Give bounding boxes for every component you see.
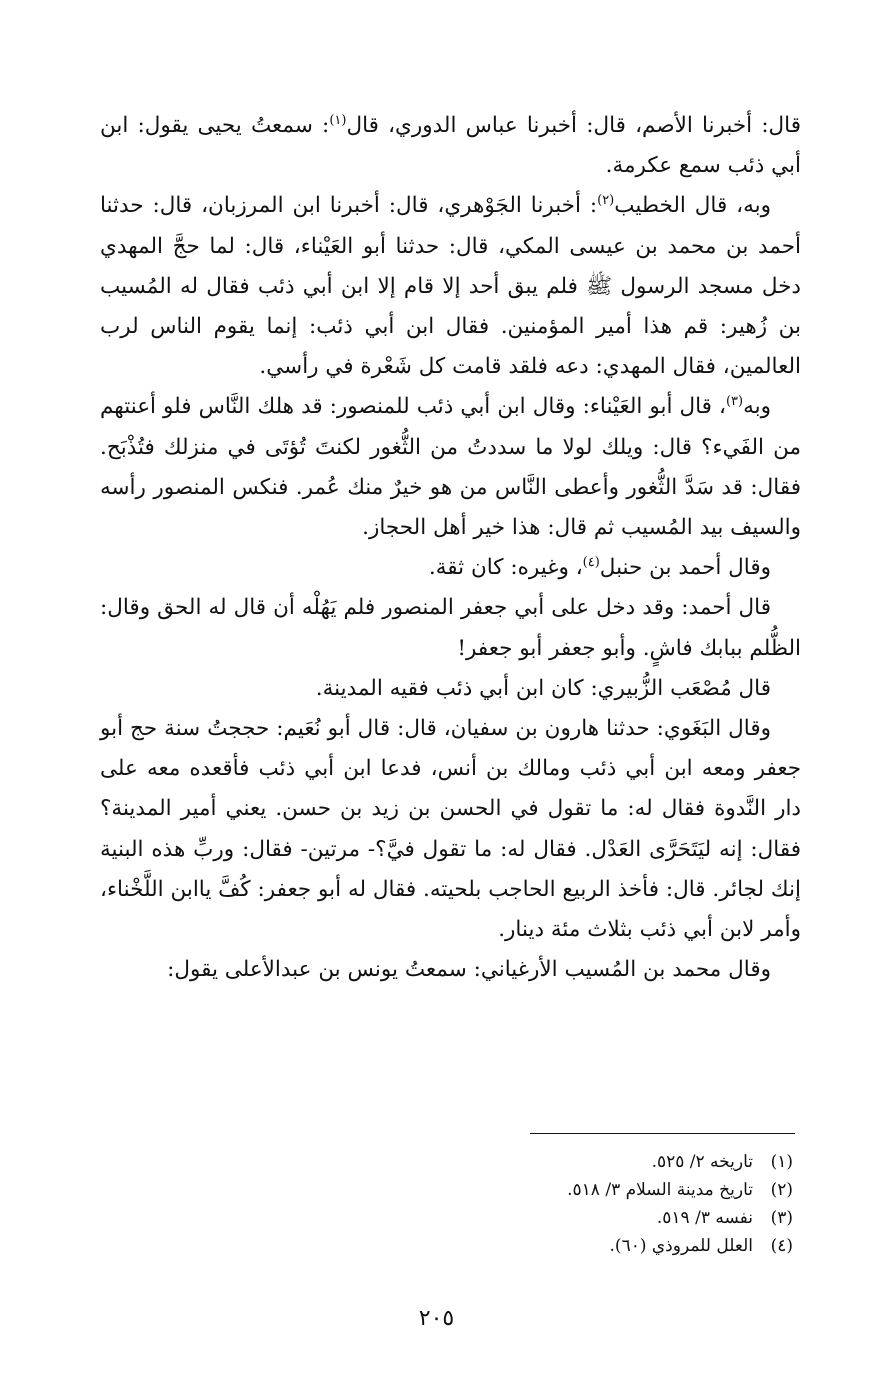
footnote-number: (٤) bbox=[770, 1236, 793, 1256]
footnote-number: (٣) bbox=[770, 1208, 793, 1228]
footnote-text: نفسه ٣/ ٥١٩. bbox=[656, 1208, 753, 1228]
footnote-marker: (١) bbox=[329, 112, 347, 128]
footnote bbox=[93, 1148, 793, 1176]
paragraph bbox=[100, 186, 801, 387]
footnote-text: العلل للمروذي (٦٠). bbox=[609, 1236, 753, 1256]
paragraph bbox=[100, 106, 801, 186]
paragraph bbox=[100, 669, 801, 709]
footnote bbox=[93, 1176, 793, 1204]
text-run: قال مُصْعَب الزُّبيري: كان ابن أبي ذئب فقيه المدينة. bbox=[315, 675, 771, 701]
footnote-text: تاريخ مدينة السلام ٣/ ٥١٨. bbox=[567, 1180, 753, 1200]
footnote bbox=[93, 1232, 793, 1260]
text-run: ، وغيره: كان ثقة. bbox=[428, 555, 583, 581]
text-run: قال: أخبرنا الأصم، قال: أخبرنا عباس الدوري، قال bbox=[346, 113, 802, 138]
text-run: وبه bbox=[743, 394, 771, 420]
footnote-number: (١) bbox=[770, 1152, 793, 1172]
footnote bbox=[93, 1204, 793, 1232]
paragraph bbox=[100, 387, 801, 548]
text-run: قال أحمد: وقد دخل على أبي جعفر المنصور فلم يَهُلْه أن قال له الحق وقال: الظُّلم ببابك فاشٍ. وأبو جعفر أبو جعفر! bbox=[100, 595, 801, 661]
text-run: وقال أحمد بن حنبل bbox=[599, 555, 771, 581]
footnote-marker: (٤) bbox=[582, 555, 600, 571]
footnote-marker: (٢) bbox=[597, 193, 615, 209]
paragraph bbox=[100, 950, 801, 990]
main-text bbox=[100, 106, 801, 990]
footnote-separator bbox=[530, 1133, 795, 1134]
text-run: : سمعتُ يحيى يقول: ابن أبي ذئب سمع عكرمة. bbox=[100, 113, 801, 179]
text-run: وقال محمد بن المُسيب الأرغياني: سمعتُ يونس بن عبدالأعلى يقول: bbox=[167, 957, 771, 983]
paragraph bbox=[100, 709, 801, 950]
text-run: وبه، قال الخطيب bbox=[614, 193, 771, 219]
text-run: وقال البَغَوي: حدثنا هارون بن سفيان، قال: قال أبو نُعَيم: حججتُ سنة حج أبو جعفر ومعه ابن أبي ذئب ومالك بن أنس، فدعا ابن أبي ذئب فأقعده معه على دار النَّدوة فقال له: ما تقول في الحسن بن زيد بن حسن. يعني أمير المدينة؟ فقال: إنه ليَتَحَرَّى العَدْل. فقال له: ما تقول فيَّ؟- مرتين- فقال: وربِّ هذه البنية إنك لجائر. قال: فأخذ الربيع الحاجب بلحيته. فقال له أبو جعفر: كُفَّ ياابن اللَّخْناء، وأمر لابن أبي ذئب بثلاث مئة دينار. bbox=[100, 716, 801, 943]
footnote-marker: (٣) bbox=[725, 394, 744, 410]
text-run: : أخبرنا الجَوْهري، قال: أخبرنا ابن المرزبان، قال: حدثنا أحمد بن محمد بن عيسى المكي، قال: حدثنا أبو العَيْناء، قال: لما حجَّ المهدي دخل مسجد الرسول ﷺ فلم يبق أحد إلا قام إلا ابن أبي ذئب فقال له المُسيب بن زُهير: قم هذا أمير المؤمنين. فقال ابن أبي ذئب: إنما يقوم الناس لرب العالمين، فقال المهدي: دعه فلقد قامت كل شَعْرة في رأسي. bbox=[100, 193, 801, 380]
paragraph bbox=[100, 588, 801, 668]
paragraph bbox=[100, 548, 801, 588]
text-run: ، قال أبو العَيْناء: وقال ابن أبي ذئب للمنصور: قد هلك النَّاس فلو أعنتهم من الفَيء؟ قال: ويلك لولا ما سددتُ من الثُّغور لكنتَ تُؤتَى في منزلك فتُذْبَح. فقال: قد سَدَّ الثُّغور وأعطى النَّاس من هو خيرٌ منك عُمر. فنكس المنصور رأسه والسيف بيد المُسيب ثم قال: هذا خير أهل الحجاز. bbox=[100, 394, 801, 541]
footnote-text: تاريخه ٢/ ٥٢٥. bbox=[651, 1152, 753, 1172]
footnote-number: (٢) bbox=[770, 1180, 793, 1200]
footnotes bbox=[93, 1148, 793, 1260]
page-number: ٢٠٥ bbox=[418, 1306, 455, 1331]
